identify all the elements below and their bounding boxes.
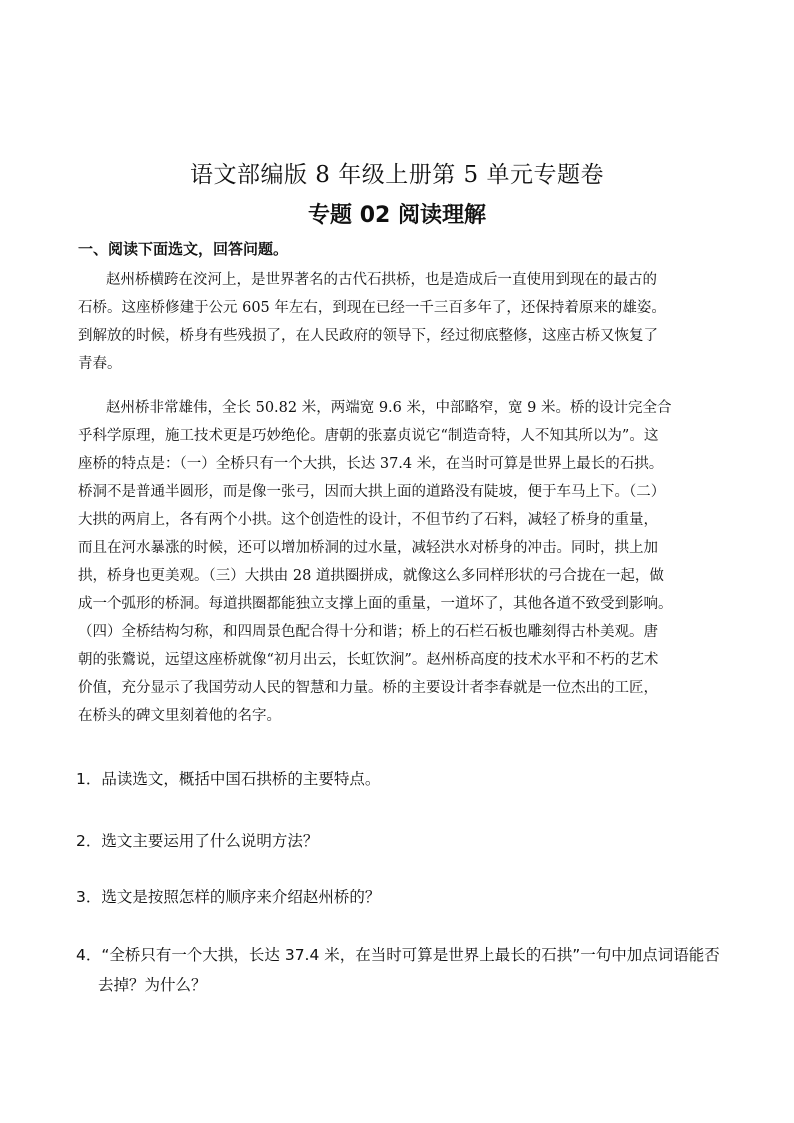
passage-paragraph-2 (78, 394, 738, 730)
passage-line: （四）全桥结构匀称，和四周景色配合得十分和谐；桥上的石栏石板也雕刻得古朴美观。唐 (78, 624, 658, 640)
question-number: 2． (76, 832, 102, 850)
passage-line: 石桥。这座桥修建于公元 605 年左右，到现在已经一千三百多年了，还保持着原来的雄姿。 (78, 300, 666, 316)
document-title: 语文部编版 8 年级上册第 5 单元专题卷 (189, 162, 604, 188)
question-4 (76, 940, 756, 1000)
passage-line: 价值，充分显示了我国劳动人民的智慧和力量。桥的主要设计者李春就是一位杰出的工匠， (78, 680, 658, 696)
passage-line: 朝的张鷟说，远望这座桥就像“初月出云，长虹饮涧”。赵州桥高度的技术水平和不朽的艺术 (78, 652, 659, 668)
question-text-continuation: 去掉？为什么？ (98, 976, 207, 994)
question-number: 3． (76, 888, 102, 906)
question-text: 选文主要运用了什么说明方法？ (101, 832, 319, 850)
passage-line: 而且在河水暴涨的时候，还可以增加桥洞的过水量，减轻洪水对桥身的冲击。同时，拱上加 (78, 540, 658, 556)
passage-line: 乎科学原理，施工技术更是巧妙绝伦。唐朝的张嘉贞说它“制造奇特，人不知其所以为”。这 (78, 428, 659, 444)
question-2 (76, 826, 756, 856)
passage-line: 桥洞不是普通半圆形，而是像一张弓，因而大拱上面的道路没有陡坡，便于车马上下。（二） (78, 484, 666, 500)
document-subtitle: 专题 02 阅读理解 (308, 203, 486, 228)
passage-line: 赵州桥非常雄伟，全长 50.82 米，两端宽 9.6 米，中部略窄，宽 9 米。桥的设计完全合 (106, 400, 672, 416)
passage-line: 到解放的时候，桥身有些残损了，在人民政府的领导下，经过彻底整修，这座古桥又恢复了 (78, 328, 658, 344)
passage-paragraph-1 (78, 266, 738, 378)
question-text: “全桥只有一个大拱，长达 37.4 米，在当时可算是世界上最长的石拱”一句中加点词语能否 (101, 946, 720, 964)
passage-line: 在桥头的碑文里刻着他的名字。 (78, 708, 281, 724)
question-text: 品读选文，概括中国石拱桥的主要特点。 (101, 770, 381, 788)
question-text: 选文是按照怎样的顺序来介绍赵州桥的？ (101, 888, 381, 906)
question-1 (76, 764, 756, 794)
section-heading: 一、阅读下面选文，回答问题。 (78, 240, 289, 258)
passage-line: 青春。 (78, 356, 122, 372)
passage-line: 赵州桥横跨在洨河上，是世界著名的古代石拱桥，也是造成后一直使用到现在的最古的 (106, 272, 657, 288)
question-number: 1． (76, 770, 102, 788)
passage-line: 座桥的特点是：（一）全桥只有一个大拱，长达 37.4 米，在当时可算是世界上最长的石拱。 (78, 456, 664, 472)
passage-line: 拱，桥身也更美观。（三）大拱由 28 道拱圈拼成，就像这么多同样形状的弓合拢在一起，做 (78, 568, 664, 584)
passage-line: 成一个弧形的桥洞。每道拱圈都能独立支撑上面的重量，一道坏了，其他各道不致受到影响。 (78, 596, 673, 612)
passage-line: 大拱的两肩上，各有两个小拱。这个创造性的设计，不但节约了石料，减轻了桥身的重量， (78, 512, 658, 528)
question-number: 4． (76, 946, 102, 964)
question-3 (76, 882, 756, 912)
